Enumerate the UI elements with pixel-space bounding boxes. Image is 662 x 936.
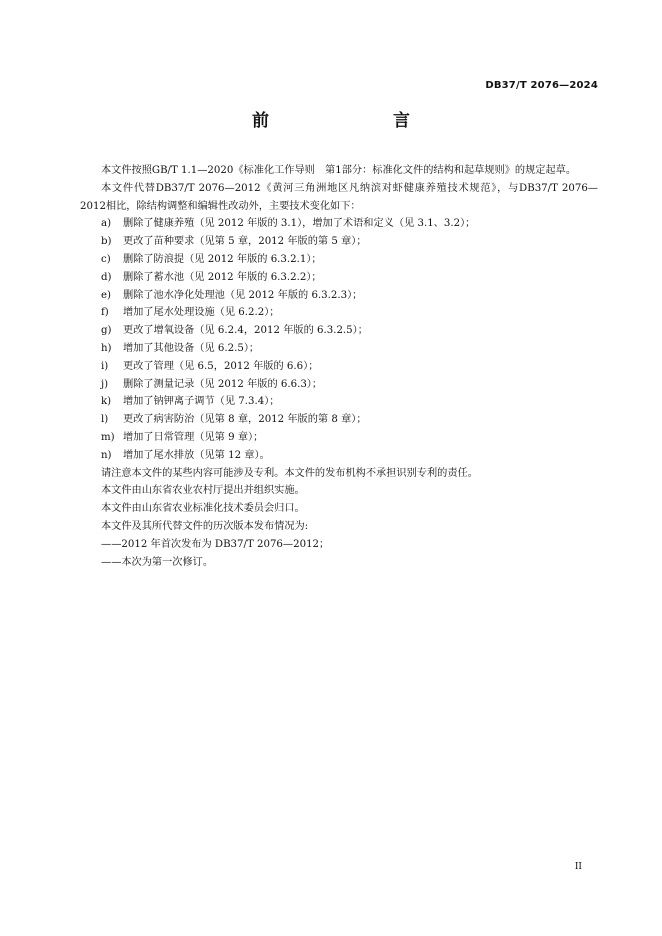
paragraph-drafting-rule: 本文件按照GB/T 1.1—2020《标准化工作导则 第1部分：标准化文件的结构和起草规则》的规定起草。 [101, 165, 577, 176]
page-title: 前 言 [252, 111, 440, 131]
history-item: ——2012 年首次发布为 DB37/T 2076—2012； [101, 538, 330, 550]
paragraph-committee: 本文件由山东省农业标准化技术委员会归口。 [101, 503, 305, 515]
changes-list [80, 215, 598, 464]
list-item: h) 增加了其他设备（见 6.2.5）； [101, 342, 260, 354]
document-body [80, 162, 598, 571]
list-item: n) 增加了尾水排放（见第 12 章）。 [101, 449, 270, 461]
list-item: a) 删除了健康养殖（见 2012 年版的 3.1），增加了术语和定义（见 3.1、3.2）； [101, 218, 476, 230]
list-item: f) 增加了尾水处理设施（见 6.2.2）； [101, 307, 280, 319]
list-item: i) 更改了管理（见 6.5，2012 年版的 6.6）； [101, 360, 319, 372]
list-item: k) 增加了钠钾离子调节（见 7.3.4）； [101, 396, 280, 408]
paragraph-patent: 请注意本文件的某些内容可能涉及专利。本文件的发布机构不承担识别专利的责任。 [101, 467, 478, 479]
document-code: DB37/T 2076—2024 [485, 80, 598, 91]
paragraph-history-intro: 本文件及其所代替文件的历次版本发布情况为: [101, 520, 309, 532]
paragraph-replacement: 本文件代替DB37/T 2076—2012《黄河三角洲地区凡纳滨对虾健康养殖技术规范》，与DB37/T 2076—2012相比，除结构调整和编辑性改动外，主要技术变化如下： [80, 182, 598, 212]
history-item: ——本次为第一次修订。 [101, 556, 214, 568]
page-number: II [574, 862, 582, 872]
list-item: c) 删除了防浪提（见 2012 年版的 6.3.2.1）； [101, 253, 322, 265]
list-item: m) 增加了日常管理（见第 9 章）； [101, 431, 264, 443]
list-item: e) 删除了池水净化处理池（见 2012 年版的 6.3.2.3）； [101, 289, 363, 301]
paragraph-proposer: 本文件由山东省农业农村厅提出并组织实施。 [101, 485, 305, 497]
list-item: j) 删除了测量记录（见 2012 年版的 6.6.3）； [101, 378, 323, 390]
list-item: b) 更改了苗种要求（见第 5 章，2012 年版的第 5 章）； [101, 236, 367, 248]
list-item: g) 更改了增氧设备（见 6.2.4，2012 年版的 6.3.2.5）； [101, 325, 368, 337]
list-item: l) 更改了病害防治（见第 8 章，2012 年版的第 8 章）； [101, 414, 367, 426]
list-item: d) 删除了蓄水池（见 2012 年版的 6.3.2.2）； [101, 271, 322, 283]
